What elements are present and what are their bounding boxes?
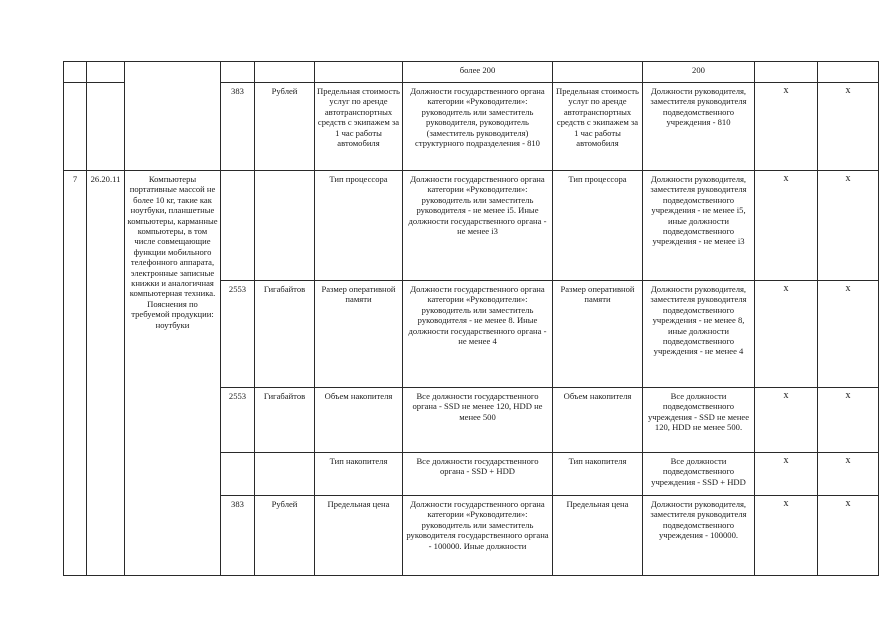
requirements-table <box>63 61 879 576</box>
table-cell <box>64 62 87 83</box>
table-cell <box>125 62 221 171</box>
table-cell <box>553 62 643 83</box>
inst-value-cell: Должности руководителя, заместителя руководителя подведомственного учреждения - не менее 8, иные должности подведомственного учреждения - не менее 4 <box>643 281 755 388</box>
unit-cell: Гигабайтов <box>255 281 315 388</box>
gov-value-cell: Должности государственного органа категории «Руководители»: руководитель или заместитель руководителя, руководитель (заместитель руководителя) структурного подразделения - 810 <box>403 83 553 171</box>
characteristic-name-cell: Объем накопителя <box>315 388 403 453</box>
table-row <box>64 171 879 281</box>
gov-value-cell: Должности государственного органа категории «Руководители»: руководитель или заместитель руководителя - не менее 8. Иные должности государственного органа - не менее 4 <box>403 281 553 388</box>
characteristic-name-cell-2: Предельная цена <box>553 496 643 576</box>
table-cell <box>818 62 879 83</box>
x-cell: x <box>755 83 818 171</box>
characteristic-name-cell: Предельная цена <box>315 496 403 576</box>
x-cell: x <box>755 171 818 281</box>
table-cell <box>755 62 818 83</box>
table-cell <box>64 83 87 171</box>
gov-value-cell: Все должности государственного органа - SSD не менее 120, HDD не менее 500 <box>403 388 553 453</box>
okei-code-cell <box>221 453 255 496</box>
unit-cell: Гигабайтов <box>255 388 315 453</box>
gov-value-cell: Должности государственного органа категории «Руководители»: руководитель или заместитель руководителя государственного органа - 100000. Иные должности <box>403 496 553 576</box>
inst-value-cell: Должности руководителя, заместителя руководителя подведомственного учреждения - 100000. <box>643 496 755 576</box>
table-cell <box>87 62 125 83</box>
characteristic-name-cell-2: Размер оперативной памяти <box>553 281 643 388</box>
inst-value-cell: 200 <box>643 62 755 83</box>
characteristic-name-cell: Тип процессора <box>315 171 403 281</box>
inst-value-cell: Должности руководителя, заместителя руководителя подведомственного учреждения - 810 <box>643 83 755 171</box>
characteristic-name-cell-2: Предельная стоимость услуг по аренде автотранспортных средств с экипажем за 1 час работы автомобиля <box>553 83 643 171</box>
x-cell: x <box>818 496 879 576</box>
table-cell <box>255 62 315 83</box>
characteristic-name-cell-2: Объем накопителя <box>553 388 643 453</box>
table-cell <box>87 83 125 171</box>
characteristic-name-cell-2: Тип накопителя <box>553 453 643 496</box>
okei-code-cell: 2553 <box>221 388 255 453</box>
unit-cell: Рублей <box>255 83 315 171</box>
okei-code-cell: 383 <box>221 496 255 576</box>
x-cell: x <box>755 496 818 576</box>
unit-cell <box>255 171 315 281</box>
x-cell: x <box>755 281 818 388</box>
x-cell: x <box>755 388 818 453</box>
x-cell: x <box>818 388 879 453</box>
characteristic-name-cell: Предельная стоимость услуг по аренде автотранспортных средств с экипажем за 1 час работы автомобиля <box>315 83 403 171</box>
x-cell: x <box>755 453 818 496</box>
inst-value-cell: Все должности подведомственного учреждения - SSD не менее 120, HDD не менее 500. <box>643 388 755 453</box>
x-cell: x <box>818 281 879 388</box>
unit-cell: Рублей <box>255 496 315 576</box>
table-cell <box>315 62 403 83</box>
okei-code-cell: 2553 <box>221 281 255 388</box>
gov-value-cell: более 200 <box>403 62 553 83</box>
inst-value-cell: Должности руководителя, заместителя руководителя подведомственного учреждения - не менее i5, иные должности подведомственного учреждения - не менее i3 <box>643 171 755 281</box>
okpd-code-cell: 26.20.11 <box>87 171 125 576</box>
okei-code-cell: 383 <box>221 83 255 171</box>
x-cell: x <box>818 453 879 496</box>
x-cell: x <box>818 83 879 171</box>
item-number-cell: 7 <box>64 171 87 576</box>
characteristic-name-cell: Тип накопителя <box>315 453 403 496</box>
product-description-cell: Компьютеры портативные массой не более 10 кг, такие как ноутбуки, планшетные компьютеры, карманные компьютеры, в том числе совмещающие функции мобильного телефонного аппарата, электронные записные книжки и аналогичная компьютерная техника. Пояснения по требуемой продукции: ноутбуки <box>125 171 221 576</box>
x-cell: x <box>818 171 879 281</box>
gov-value-cell: Должности государственного органа категории «Руководители»: руководитель или заместитель руководителя - не менее i5. Иные должности государственного органа - не менее i3 <box>403 171 553 281</box>
okei-code-cell <box>221 171 255 281</box>
unit-cell <box>255 453 315 496</box>
characteristic-name-cell-2: Тип процессора <box>553 171 643 281</box>
inst-value-cell: Все должности подведомственного учреждения - SSD + HDD <box>643 453 755 496</box>
characteristic-name-cell: Размер оперативной памяти <box>315 281 403 388</box>
table-cell <box>221 62 255 83</box>
gov-value-cell: Все должности государственного органа - SSD + HDD <box>403 453 553 496</box>
table-row <box>64 62 879 83</box>
